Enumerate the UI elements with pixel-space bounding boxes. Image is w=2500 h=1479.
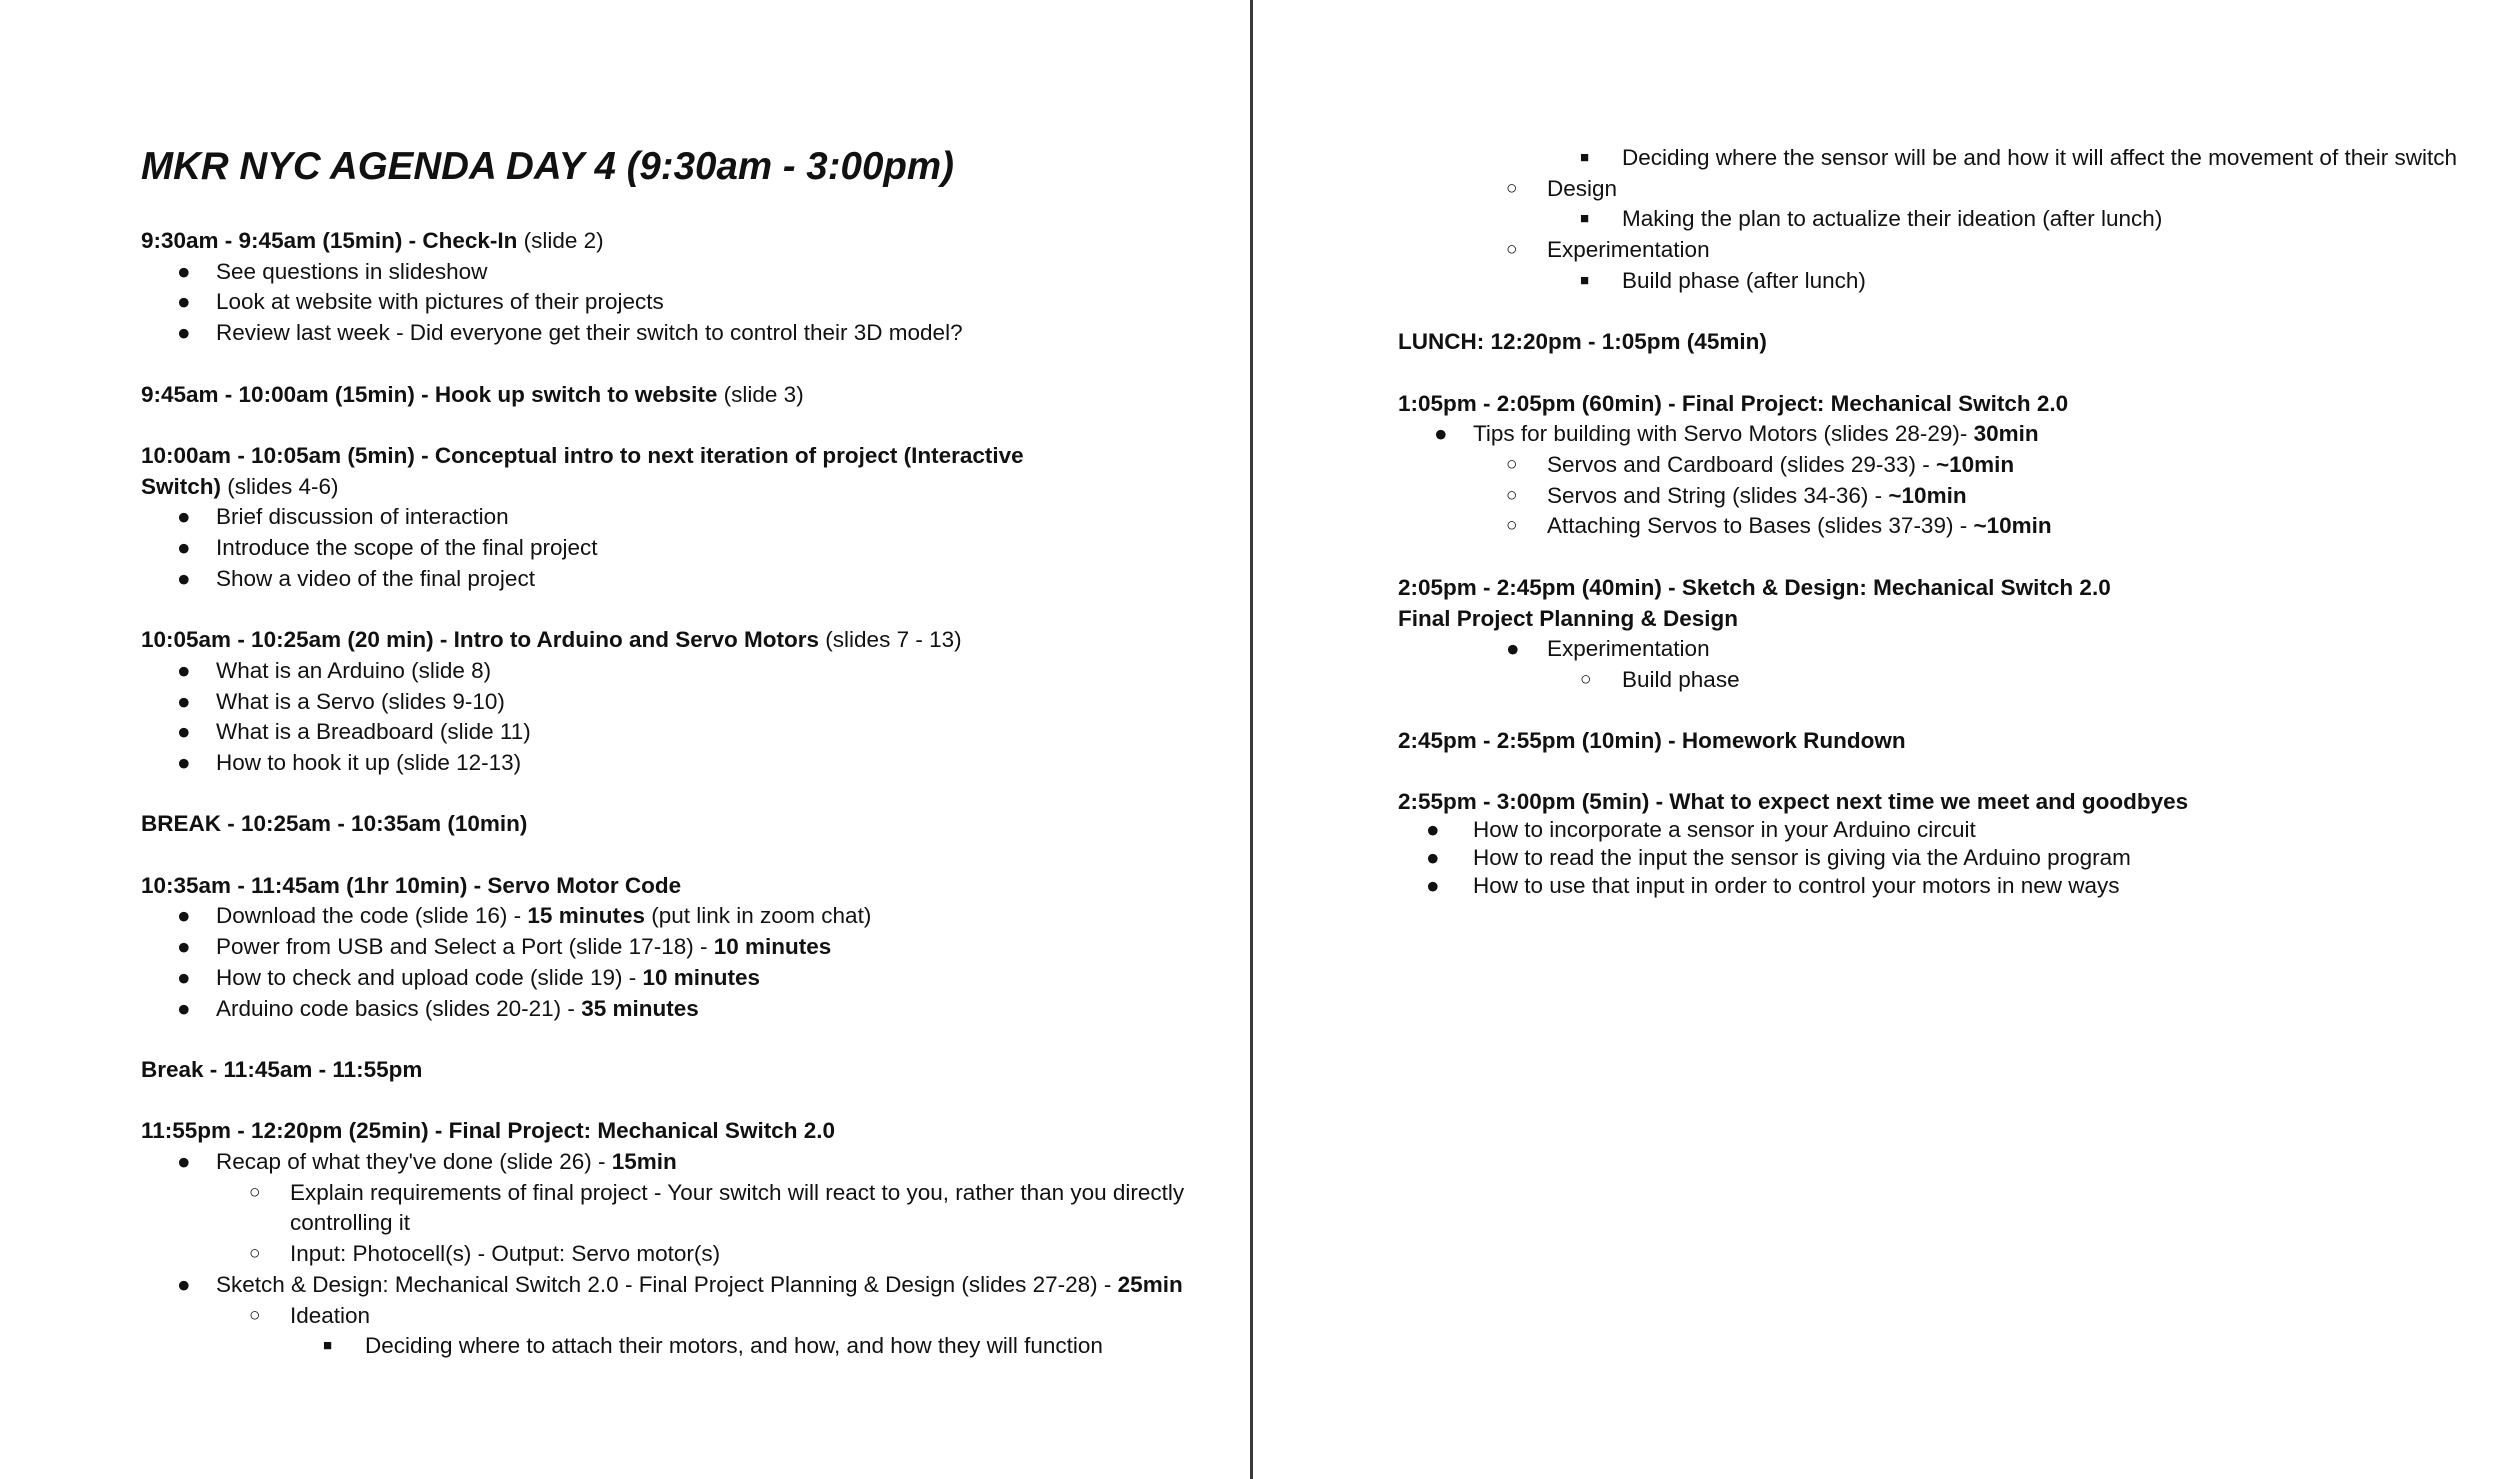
section-final-project bbox=[141, 1116, 1151, 1147]
duration: 10 minutes bbox=[713, 934, 832, 960]
list-item-text: What is an Arduino (slide 8) bbox=[216, 657, 492, 683]
section-heading: 1:05pm - 2:05pm (60min) - Final Project: Mechanical Switch 2.0 bbox=[1398, 390, 2069, 416]
bullet-icon: ● bbox=[177, 535, 191, 560]
list-item-text: Experimentation bbox=[1547, 237, 1710, 263]
duration: ~10min bbox=[1888, 482, 1967, 508]
list-item-text: Look at website with pictures of their projects bbox=[216, 289, 664, 315]
list-item bbox=[141, 1147, 1151, 1178]
list-item-text: Recap of what they've done (slide 26) - bbox=[216, 1148, 612, 1174]
list-item-text: (put link in zoom chat) bbox=[644, 903, 872, 929]
list-item-text: Deciding where to attach their motors, and how, and how they will function bbox=[365, 1333, 1103, 1359]
duration: 30min bbox=[1973, 421, 2039, 447]
sub-list-item bbox=[1398, 481, 2428, 512]
sub-list-item bbox=[1398, 665, 2428, 696]
list-item bbox=[1398, 844, 2428, 872]
section-check-in bbox=[141, 226, 1151, 257]
circle-bullet-icon: ○ bbox=[1506, 239, 1518, 261]
sub-sub-list-item bbox=[1398, 266, 2428, 297]
list-item-text: How to incorporate a sensor in your Arduino circuit bbox=[1473, 816, 1976, 842]
section-heading: 10:00am - 10:05am (5min) - Conceptual intro to next iteration of project (Interactive bbox=[141, 442, 1024, 468]
section-lunch bbox=[1398, 327, 2428, 358]
list-item-text: How to use that input in order to control your motors in new ways bbox=[1473, 872, 2120, 898]
duration: 35 minutes bbox=[581, 995, 699, 1021]
square-bullet-icon: ■ bbox=[1580, 271, 1590, 289]
sub-list-item bbox=[1398, 174, 2428, 205]
bullet-icon: ● bbox=[177, 565, 191, 591]
list-item bbox=[141, 318, 1151, 349]
circle-bullet-icon: ○ bbox=[1506, 177, 1518, 199]
bullet-icon: ● bbox=[1426, 844, 1440, 870]
list-item-text: Explain requirements of final project - Your switch will react to you, rather than you directly controlling it bbox=[290, 1179, 1185, 1236]
section-heading: 9:45am - 10:00am (15min) - Hook up switch to website bbox=[141, 381, 718, 407]
sub-list-item bbox=[141, 1239, 1151, 1270]
section-final-project-build bbox=[1398, 389, 2428, 420]
circle-bullet-icon: ○ bbox=[1580, 668, 1592, 690]
sub-list-item bbox=[141, 1301, 1151, 1332]
bullet-icon: ● bbox=[177, 320, 191, 346]
bullet-icon: ● bbox=[177, 903, 191, 929]
bullet-icon: ● bbox=[177, 934, 191, 960]
list-item-text: Brief discussion of interaction bbox=[216, 504, 509, 530]
list-item bbox=[1398, 419, 2428, 450]
sub-list-item bbox=[1398, 450, 2428, 481]
bullet-icon: ● bbox=[177, 504, 191, 530]
bullet-icon: ● bbox=[1426, 872, 1440, 898]
list-item bbox=[141, 748, 1151, 779]
sub-list-item bbox=[141, 1178, 1195, 1239]
bullet-icon: ● bbox=[177, 289, 191, 315]
circle-bullet-icon: ○ bbox=[249, 1243, 261, 1265]
circle-bullet-icon: ○ bbox=[249, 1181, 261, 1203]
list-item bbox=[141, 717, 1151, 748]
bullet-icon: ● bbox=[177, 1148, 191, 1174]
section-intro-arduino bbox=[141, 625, 1151, 656]
section-heading: 2:55pm - 3:00pm (5min) - What to expect next time we meet and goodbyes bbox=[1398, 788, 2189, 814]
list-item-text: What is a Servo (slides 9-10) bbox=[216, 688, 505, 714]
list-item bbox=[1398, 634, 2428, 665]
section-heading: Break - 11:45am - 11:55pm bbox=[141, 1056, 423, 1082]
bullet-icon: ● bbox=[177, 964, 191, 990]
duration: ~10min bbox=[1935, 452, 2015, 477]
duration: 15 minutes bbox=[527, 903, 645, 929]
section-heading: 10:05am - 10:25am (20 min) - Intro to Arduino and Servo Motors bbox=[141, 627, 820, 653]
bullet-icon: ● bbox=[177, 719, 191, 745]
list-item bbox=[141, 994, 1151, 1025]
list-item bbox=[141, 533, 1151, 564]
circle-bullet-icon: ○ bbox=[1506, 484, 1518, 506]
left-page-content bbox=[141, 226, 1185, 1362]
section-heading: 2:45pm - 2:55pm (10min) - Homework Rundown bbox=[1398, 728, 1906, 754]
bullet-icon: ● bbox=[1434, 421, 1448, 447]
section-homework bbox=[1398, 726, 2428, 757]
list-item bbox=[141, 1270, 1256, 1301]
sub-sub-list-item bbox=[141, 1331, 1225, 1362]
list-item bbox=[141, 257, 1151, 288]
duration: 25min bbox=[1117, 1271, 1183, 1297]
list-item-text: Servos and Cardboard (slides 29-33) - bbox=[1547, 452, 1936, 477]
sub-sub-list-item bbox=[1398, 204, 2428, 235]
slide-note: (slides 4-6) bbox=[221, 473, 339, 499]
list-item-text: Deciding where the sensor will be and how it will affect the movement of their switch bbox=[1622, 145, 2457, 170]
duration: ~10min bbox=[1973, 513, 2052, 539]
list-item-text: Input: Photocell(s) - Output: Servo motor(s) bbox=[290, 1241, 721, 1267]
bullet-icon: ● bbox=[177, 749, 191, 775]
bullet-icon: ● bbox=[177, 657, 191, 683]
list-item bbox=[141, 963, 1151, 994]
section-heading: Final Project Planning & Design bbox=[1398, 605, 1739, 631]
duration: 15min bbox=[611, 1148, 677, 1174]
list-item-text: See questions in slideshow bbox=[216, 258, 488, 284]
list-item bbox=[1398, 816, 2428, 844]
list-item bbox=[141, 564, 1151, 595]
list-item-text: Power from USB and Select a Port (slide 17-18) - bbox=[216, 934, 714, 960]
sub-list-item bbox=[1398, 511, 2428, 542]
section-heading: LUNCH: 12:20pm - 1:05pm (45min) bbox=[1398, 329, 1767, 355]
list-item-text: Tips for building with Servo Motors (slides 28-29)- bbox=[1473, 421, 1974, 447]
list-item-text: How to hook it up (slide 12-13) bbox=[216, 749, 522, 775]
section-heading: 10:35am - 11:45am (1hr 10min) - Servo Motor Code bbox=[141, 872, 682, 898]
list-item bbox=[1398, 872, 2428, 900]
list-item-text: What is a Breadboard (slide 11) bbox=[216, 719, 531, 745]
list-item-text: Sketch & Design: Mechanical Switch 2.0 - Final Project Planning & Design (slides 27-28) - bbox=[216, 1271, 1118, 1297]
list-item-text: Servos and String (slides 34-36) - bbox=[1547, 482, 1889, 508]
right-page-content bbox=[1398, 143, 2457, 900]
list-item-text: Introduce the scope of the final project bbox=[216, 535, 598, 560]
bullet-icon: ● bbox=[177, 258, 191, 284]
section-hook-up-switch bbox=[141, 380, 1151, 411]
section-conceptual-intro bbox=[141, 441, 1151, 472]
list-item bbox=[141, 656, 1151, 687]
list-item-text: Ideation bbox=[290, 1302, 371, 1328]
list-item-text: Build phase (after lunch) bbox=[1622, 267, 1866, 293]
square-bullet-icon: ■ bbox=[1580, 149, 1590, 166]
list-item bbox=[141, 287, 1151, 318]
section-heading: 2:05pm - 2:45pm (40min) - Sketch & Design: Mechanical Switch 2.0 bbox=[1398, 574, 2111, 600]
section-sketch-design-cont bbox=[1398, 604, 2428, 635]
section-goodbyes bbox=[1398, 788, 2428, 816]
sub-list-item bbox=[1398, 235, 2428, 266]
list-item-text: Making the plan to actualize their ideation (after lunch) bbox=[1622, 206, 2163, 232]
bullet-icon: ● bbox=[1506, 636, 1520, 662]
section-conceptual-intro-cont bbox=[141, 472, 1151, 503]
square-bullet-icon: ■ bbox=[1580, 210, 1590, 228]
list-item-text: How to check and upload code (slide 19) - bbox=[216, 964, 643, 990]
right-page bbox=[1253, 0, 2500, 1479]
agenda-title: MKR NYC AGENDA DAY 4 (9:30am - 3:00pm) bbox=[141, 145, 954, 188]
circle-bullet-icon: ○ bbox=[1506, 515, 1518, 537]
list-item-text: Review last week - Did everyone get their switch to control their 3D model? bbox=[216, 320, 963, 346]
square-bullet-icon: ■ bbox=[323, 1337, 333, 1355]
slide-note: (slide 2) bbox=[517, 228, 604, 253]
section-heading: 9:30am - 9:45am (15min) - Check-In bbox=[141, 228, 518, 253]
section-heading: 11:55pm - 12:20pm (25min) - Final Project: Mechanical Switch 2.0 bbox=[141, 1118, 835, 1144]
sub-sub-list-item bbox=[1398, 143, 2500, 174]
list-item bbox=[141, 901, 1151, 932]
list-item-text: Arduino code basics (slides 20-21) - bbox=[216, 995, 582, 1021]
circle-bullet-icon: ○ bbox=[1506, 454, 1518, 475]
list-item-text: Experimentation bbox=[1547, 636, 1710, 662]
list-item-text: How to read the input the sensor is giving via the Arduino program bbox=[1473, 844, 2131, 870]
list-item bbox=[141, 932, 1151, 963]
section-servo-code bbox=[141, 871, 1151, 902]
section-break-1 bbox=[141, 809, 1151, 840]
list-item-text: Attaching Servos to Bases (slides 37-39) - bbox=[1547, 513, 1974, 539]
bullet-icon: ● bbox=[177, 1271, 191, 1297]
slide-note: (slides 7 - 13) bbox=[819, 627, 962, 653]
section-sketch-design bbox=[1398, 573, 2428, 604]
list-item-text: Build phase bbox=[1622, 666, 1740, 692]
list-item bbox=[141, 687, 1151, 718]
bullet-icon: ● bbox=[177, 688, 191, 714]
section-heading: Switch) bbox=[141, 473, 222, 499]
circle-bullet-icon: ○ bbox=[249, 1304, 261, 1326]
list-item bbox=[141, 502, 1151, 533]
slide-note: (slide 3) bbox=[717, 381, 804, 407]
list-item-text: Download the code (slide 16) - bbox=[216, 903, 528, 929]
bullet-icon: ● bbox=[177, 995, 191, 1021]
section-heading: BREAK - 10:25am - 10:35am (10min) bbox=[141, 811, 528, 837]
bullet-icon: ● bbox=[1426, 816, 1440, 842]
section-break-2 bbox=[141, 1055, 1151, 1086]
duration: 10 minutes bbox=[642, 964, 761, 990]
list-item-text: Show a video of the final project bbox=[216, 565, 535, 591]
list-item-text: Design bbox=[1547, 175, 1618, 201]
